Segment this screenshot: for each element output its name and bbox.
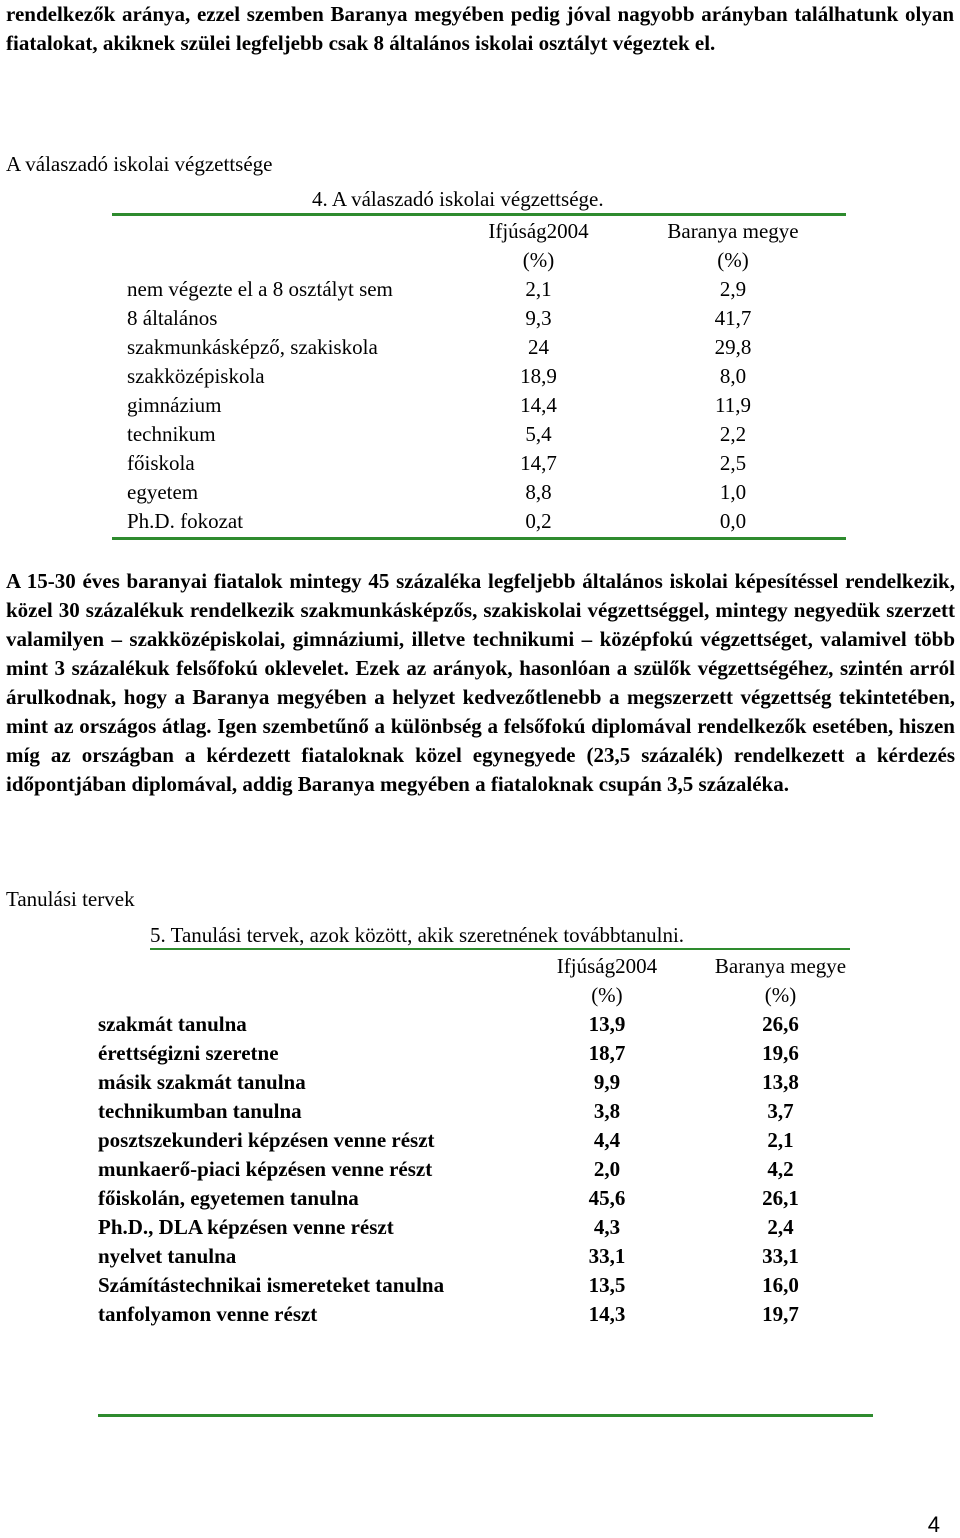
cell-baranya: 2,2 <box>719 422 747 446</box>
column-unit: (%) <box>717 248 749 272</box>
cell-ifjusag: 4,3 <box>593 1215 621 1239</box>
table-header-row <box>127 217 845 246</box>
cell-ifjusag: 9,9 <box>593 1070 621 1094</box>
table-row <box>98 1010 873 1039</box>
row-label: szakmunkásképző, szakiskola <box>127 335 378 359</box>
cell-baranya: 11,9 <box>715 393 751 417</box>
cell-baranya: 33,1 <box>762 1244 799 1268</box>
row-label: nyelvet tanulna <box>98 1244 237 1268</box>
cell-ifjusag: 14,7 <box>520 451 557 475</box>
cell-baranya: 19,7 <box>762 1302 799 1326</box>
column-unit: (%) <box>522 248 555 272</box>
row-label: főiskolán, egyetemen tanulna <box>98 1186 359 1210</box>
row-label: Ph.D., DLA képzésen venne részt <box>98 1215 394 1239</box>
cell-ifjusag: 5,4 <box>525 422 552 446</box>
row-label: posztszekunderi képzésen venne részt <box>98 1128 435 1152</box>
column-header: Baranya megye <box>667 219 799 243</box>
table-row <box>98 1271 873 1300</box>
row-label: főiskola <box>127 451 195 475</box>
column-header: Baranya megye <box>714 954 847 978</box>
table-row <box>98 1155 873 1184</box>
cell-baranya: 0,0 <box>719 509 747 533</box>
cell-baranya: 2,1 <box>767 1128 794 1152</box>
table-caption-education: 4. A válaszadó iskolai végzettsége. <box>312 187 604 211</box>
education-table <box>127 217 845 536</box>
cell-ifjusag: 13,5 <box>588 1273 626 1297</box>
cell-ifjusag: 13,9 <box>588 1012 626 1036</box>
table-bottom-rule <box>112 537 846 540</box>
cell-ifjusag: 18,7 <box>588 1041 626 1065</box>
table-row <box>127 507 845 536</box>
column-unit: (%) <box>591 983 623 1007</box>
cell-ifjusag: 45,6 <box>588 1186 626 1210</box>
table-row <box>98 1068 873 1097</box>
table-row <box>127 391 845 420</box>
table-row <box>98 1039 873 1068</box>
section-heading-education: A válaszadó iskolai végzettsége <box>6 152 273 176</box>
cell-ifjusag: 4,4 <box>593 1128 621 1152</box>
table-row <box>98 1097 873 1126</box>
table-row <box>127 362 845 391</box>
row-label: Számítástechnikai ismereteket tanulna <box>98 1273 445 1297</box>
cell-baranya: 8,0 <box>719 364 747 388</box>
row-label: tanfolyamon venne részt <box>98 1302 318 1326</box>
table-row <box>127 275 845 304</box>
table-row <box>98 1126 873 1155</box>
column-header: Ifjúság2004 <box>488 219 589 243</box>
cell-ifjusag: 8,8 <box>525 480 552 504</box>
page-number: 4 <box>927 1512 940 1537</box>
table-header-row <box>98 981 873 1010</box>
cell-baranya: 19,6 <box>762 1041 799 1065</box>
row-label: gimnázium <box>127 393 222 417</box>
row-label: Ph.D. fokozat <box>127 509 244 533</box>
table-row <box>98 1300 873 1329</box>
cell-baranya: 41,7 <box>714 306 752 330</box>
row-label: szakmát tanulna <box>98 1012 247 1036</box>
row-label: nem végezte el a 8 osztályt sem <box>127 277 393 301</box>
cell-ifjusag: 0,2 <box>525 509 552 533</box>
row-label: másik szakmát tanulna <box>98 1070 306 1094</box>
cell-ifjusag: 18,9 <box>520 364 557 388</box>
cell-ifjusag: 14,3 <box>588 1302 626 1326</box>
cell-ifjusag: 3,8 <box>593 1099 621 1123</box>
row-label: szakközépiskola <box>127 364 265 388</box>
cell-baranya: 2,9 <box>719 277 747 301</box>
table-row <box>127 449 845 478</box>
column-unit: (%) <box>764 983 797 1007</box>
cell-ifjusag: 9,3 <box>525 306 552 330</box>
table-row <box>98 1242 873 1271</box>
cell-baranya: 13,8 <box>762 1070 799 1094</box>
cell-baranya: 1,0 <box>719 480 747 504</box>
cell-ifjusag: 33,1 <box>588 1244 626 1268</box>
table-row <box>98 1213 873 1242</box>
table-row <box>127 420 845 449</box>
table-bottom-rule <box>98 1414 873 1417</box>
study-plans-table <box>98 952 873 1329</box>
row-label: 8 általános <box>127 306 218 330</box>
cell-baranya: 2,5 <box>719 451 747 475</box>
row-label: technikumban tanulna <box>98 1099 302 1123</box>
cell-baranya: 26,1 <box>762 1186 799 1210</box>
body-paragraph: A 15-30 éves baranyai fiatalok mintegy 45 százaléka legfeljebb általános iskolai képesítéssel rendelkezik, közel 30 százalékuk rendelkezik szakmunkásképzős, szakiskolai végzettséggel, mintegy negyedük szerzett valamilyen – szakközépiskolai, gimnáziumi, illetve technikumi – középfokú végzettséget, valamivel több mint 3 százalékuk felsőfokú oklevelet. Ezek az arányok, hasonlóan a szülők végzettségéhez, szintén arról árulkodnak, hogy a Baranya megyében a helyzet kedvezőtlenebb a megszerzett végzettség tekintetében, mint az országos átlag. Igen szembetűnő a különbség a felsőfokú diplomával rendelkezők esetében, hiszen míg az országban a kérdezett fiataloknak közel egynegyede (23,5 százalék) rendelkezett a kérdezés időpontjában diplomával, addig Baranya megyében a fiataloknak csupán 3,5 százaléka. <box>6 569 955 796</box>
table-caption-study-plans: 5. Tanulási tervek, azok között, akik szeretnének továbbtanulni. <box>150 923 685 947</box>
column-header: Ifjúság2004 <box>556 954 658 978</box>
table-header-row <box>98 952 873 981</box>
cell-ifjusag: 2,0 <box>593 1157 621 1181</box>
cell-baranya: 4,2 <box>767 1157 794 1181</box>
table-header-row <box>127 246 845 275</box>
row-label: technikum <box>127 422 216 446</box>
cell-baranya: 3,7 <box>767 1099 794 1123</box>
table-row <box>127 333 845 362</box>
cell-baranya: 26,6 <box>762 1012 799 1036</box>
cell-ifjusag: 14,4 <box>520 393 557 417</box>
section-heading-study-plans: Tanulási tervek <box>6 887 135 911</box>
cell-ifjusag: 2,1 <box>525 277 552 301</box>
cell-baranya: 29,8 <box>714 335 752 359</box>
cell-ifjusag: 24 <box>528 335 549 359</box>
cell-baranya: 2,4 <box>767 1215 794 1239</box>
table-row <box>127 304 845 333</box>
table-row <box>98 1184 873 1213</box>
row-label: érettségizni szeretne <box>98 1041 279 1065</box>
caption-underline <box>150 948 850 950</box>
row-label: egyetem <box>127 480 199 504</box>
cell-baranya: 16,0 <box>762 1273 799 1297</box>
table-row <box>127 478 845 507</box>
intro-paragraph: rendelkezők aránya, ezzel szemben Baranya megyében pedig jóval nagyobb arányban találhatunk olyan fiatalokat, akiknek szülei legfeljebb csak 8 általános iskolai osztályt végeztek el. <box>6 2 954 55</box>
table-top-rule <box>112 213 846 216</box>
row-label: munkaerő-piaci képzésen venne részt <box>98 1157 433 1181</box>
